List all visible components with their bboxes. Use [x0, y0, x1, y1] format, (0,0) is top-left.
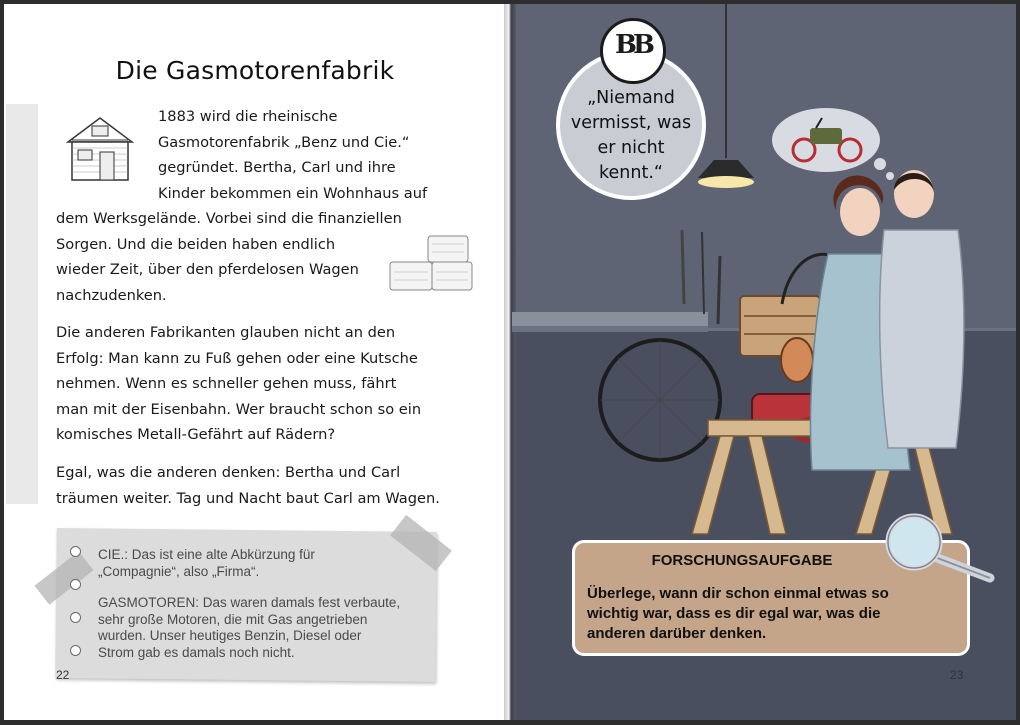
binder-ring-icon	[70, 645, 81, 656]
quote-line: „Niemand	[587, 88, 675, 108]
quote-line: vermisst, was	[570, 113, 692, 133]
text-line: sehr große Motoren, die mit Gas angetrieben	[98, 611, 368, 627]
text-line: dem Werksgelände. Vorbei sind die finanziellen	[56, 210, 402, 227]
page-number-right: 23	[950, 668, 964, 682]
text-line: anderen darüber denken.	[587, 625, 767, 642]
text-line: GASMOTOREN: Das waren damals fest verbaute,	[98, 595, 401, 610]
text-line: Sorgen. Und die beiden haben endlich	[56, 235, 336, 253]
text-line: wieder Zeit, über den pferdelosen Wagen	[56, 261, 359, 279]
text-line: Gasmotorenfabrik „Benz und Cie.“	[158, 133, 410, 151]
text-line: man mit der Eisenbahn. Wer braucht schon so ein	[56, 400, 422, 418]
paragraph-3	[56, 460, 456, 511]
text-line: wichtig war, dass es dir egal war, was die	[587, 605, 881, 622]
note-cie	[98, 547, 428, 580]
magnifier-icon	[884, 512, 996, 584]
text-line: nehmen. Wenn es schneller gehen muss, fährt	[56, 375, 397, 393]
text-line: CIE.: Das ist eine alte Abkürzung für	[98, 547, 315, 562]
quote-line: er nicht	[597, 138, 665, 158]
binder-ring-icon	[70, 579, 81, 590]
quote-line: kennt.“	[599, 163, 663, 183]
text-line: gegründet. Bertha, Carl und ihre	[158, 159, 396, 177]
margin-band	[6, 104, 38, 504]
paragraph-1-wrapped	[158, 104, 438, 206]
text-line: Erfolg: Man kann zu Fuß gehen oder eine Kutsche	[56, 349, 418, 367]
text-line: Egal, was die anderen denken: Bertha und Carl	[56, 464, 401, 481]
text-line: träumen weiter. Tag und Nacht baut Carl am Wagen.	[56, 489, 440, 507]
note-gasmotoren	[98, 595, 428, 661]
research-task-text	[587, 584, 957, 644]
paragraph-2	[56, 320, 456, 448]
logo-text: BB	[615, 30, 651, 60]
text-line: Überlege, wann dir schon einmal etwas so	[587, 585, 889, 602]
text-line: komisches Metall-Gefährt auf Rädern?	[56, 426, 336, 444]
text-line: nachzudenken.	[56, 286, 167, 304]
hay-bales-icon	[388, 232, 476, 294]
research-task-title: FORSCHUNGSAUFGABE	[651, 552, 833, 569]
text-line: 1883 wird die rheinische	[158, 108, 338, 125]
motorwagen-thought-icon	[770, 106, 900, 182]
text-line: Kinder bekommen ein Wohnhaus auf	[158, 184, 428, 202]
quote-text	[560, 86, 702, 186]
text-line: Strom gab es damals noch nicht.	[98, 644, 295, 660]
house-icon	[64, 114, 136, 184]
binder-ring-icon	[70, 546, 81, 557]
page-title: Die Gasmotorenfabrik	[115, 56, 395, 85]
text-line: Die anderen Fabrikanten glauben nicht an den	[56, 324, 396, 341]
text-line: wurden. Unser heutiges Benzin, Diesel oder	[98, 628, 362, 643]
text-line: „Compagnie“, also „Firma“.	[98, 563, 260, 579]
page-number-left: 22	[56, 668, 70, 682]
binder-ring-icon	[70, 612, 81, 623]
